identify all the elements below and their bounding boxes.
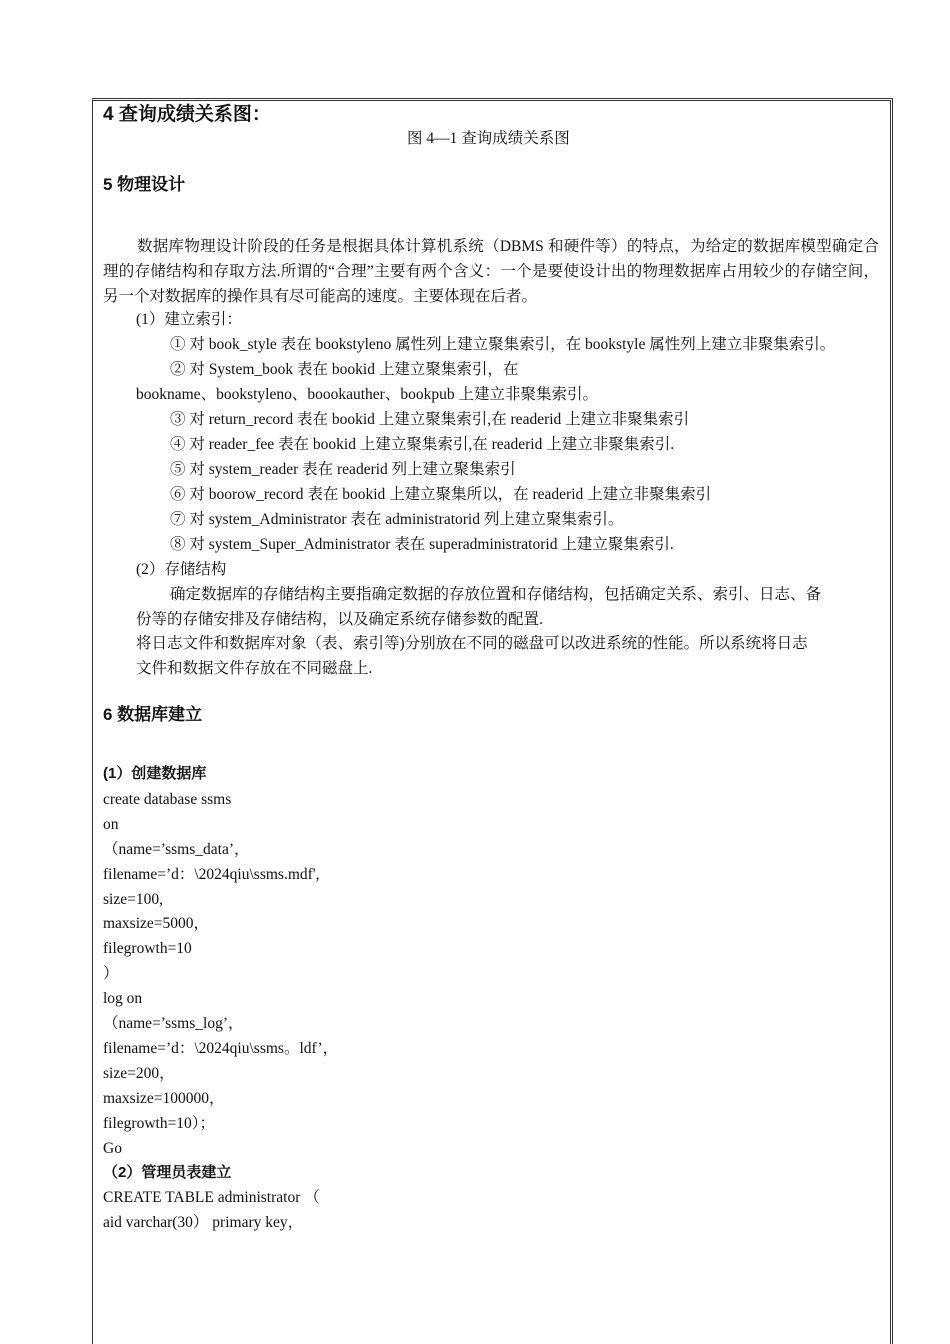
code-line: filegrowth=10 xyxy=(103,940,192,957)
code-line: filegrowth=10）； xyxy=(103,1115,216,1132)
code-line: ） xyxy=(103,965,119,982)
index-item: ① 对 book_style 表在 bookstyleno 属性列上建立聚集索引，在 bookstyle 属性列上建立非聚集索引。 xyxy=(170,336,836,353)
code-line: size=100, xyxy=(103,891,163,908)
storage-line: 份等的存储安排及存储结构，以及确定系统存储参数的配置. xyxy=(136,611,543,628)
storage-title: (2）存储结构 xyxy=(136,561,227,578)
code-line: （name=’ssms_data’， xyxy=(103,841,250,858)
index-item: ④ 对 reader_fee 表在 bookid 上建立聚集索引,在 readerid 上建立非聚集索引. xyxy=(170,436,675,453)
index-item: ③ 对 return_record 表在 bookid 上建立聚集索引,在 readerid 上建立非聚集索引 xyxy=(170,411,690,428)
section-4-heading: 4 查询成绩关系图： xyxy=(103,104,271,125)
code-line: maxsize=5000， xyxy=(103,915,210,932)
storage-line: 将日志文件和数据库对象（表、索引等)分别放在不同的磁盘可以改进系统的性能。所以系统将日志 xyxy=(136,635,808,652)
index-item: ⑦ 对 system_Administrator 表在 administratorid 列上建立聚集索引。 xyxy=(170,511,624,528)
index-item: ② 对 System_book 表在 bookid 上建立聚集索引，在 xyxy=(170,361,519,378)
code-line: create database ssms xyxy=(103,791,232,808)
code-line: Go xyxy=(103,1140,122,1157)
index-item: ⑧ 对 system_Super_Administrator 表在 superadministratorid 上建立聚集索引. xyxy=(170,536,674,553)
storage-line: 确定数据库的存储结构主要指确定数据的存放位置和存储结构，包括确定关系、索引、日志、备 xyxy=(170,586,822,603)
code-line: （name=’ssms_log’， xyxy=(103,1015,244,1032)
section-6-heading: 6 数据库建立 xyxy=(103,705,203,724)
storage-line: 文件和数据文件存放在不同磁盘上. xyxy=(136,660,373,677)
index-title: (1）建立索引： xyxy=(136,311,242,328)
code-line: filename=’d：\2024qiu\ssms。ldf’， xyxy=(103,1040,339,1057)
code-line: log on xyxy=(103,990,143,1007)
code-line: maxsize=100000， xyxy=(103,1090,225,1107)
code-line: filename=’d：\2024qiu\ssms.mdf', xyxy=(103,866,320,883)
index-item: ⑥ 对 boorow_record 表在 bookid 上建立聚集所以，在 readerid 上建立非聚集索引 xyxy=(170,486,712,503)
index-item: ⑤ 对 system_reader 表在 readerid 列上建立聚集索引 xyxy=(170,461,516,478)
physical-design-intro: 数据库物理设计阶段的任务是根据具体计算机系统（DBMS 和硬件等）的特点，为给定的数据库模型确定合理的存储结构和存取方法.所谓的“合理”主要有两个含义：一个是要使设计出的物理数据库占用较少的存储空间，另一个对数据库的操作具有尽可能高的速度。主要体现在后者。 xyxy=(103,238,879,305)
create-database-subheading: (1）创建数据库 xyxy=(103,765,207,782)
figure-caption: 图 4—1 查询成绩关系图 xyxy=(407,130,570,147)
code-line: CREATE TABLE administrator （ xyxy=(103,1189,320,1206)
admin-table-subheading: （2）管理员表建立 xyxy=(103,1164,232,1181)
code-line: aid varchar(30） primary key， xyxy=(103,1214,304,1231)
code-line: on xyxy=(103,816,119,833)
section-5-heading: 5 物理设计 xyxy=(103,175,186,194)
index-item: bookname、bookstyleno、boookauther、bookpub 上建立非聚集索引。 xyxy=(136,386,598,403)
code-line: size=200， xyxy=(103,1065,175,1082)
